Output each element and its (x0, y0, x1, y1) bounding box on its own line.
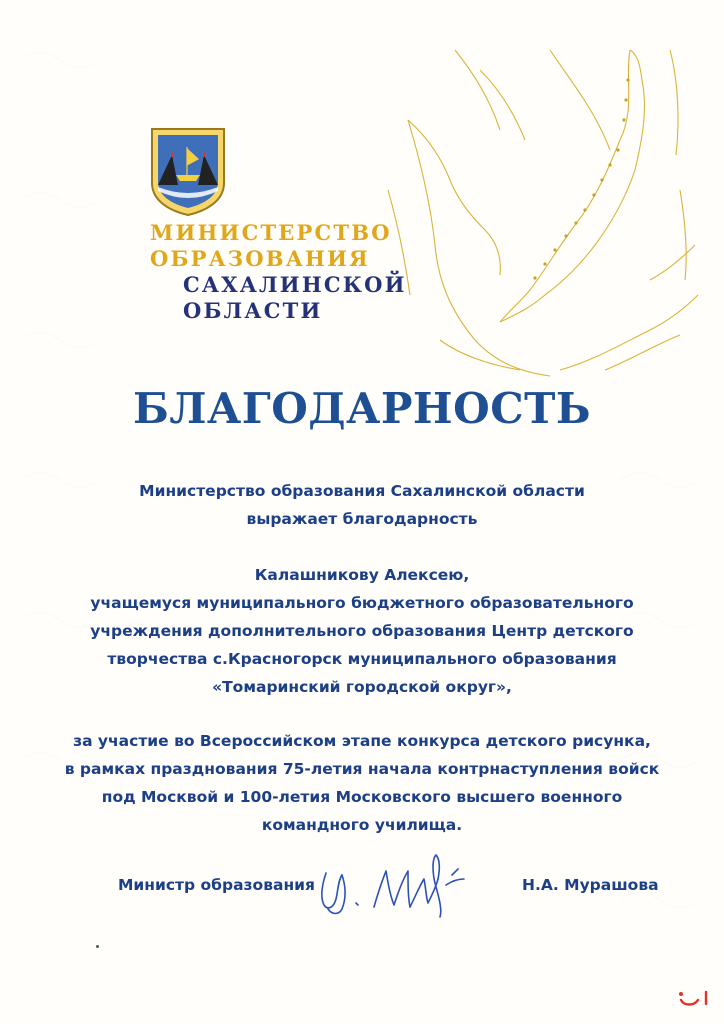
handwritten-signature (312, 845, 487, 920)
recipient-line-5: «Томаринский городской округ», (212, 678, 512, 696)
certificate-title: БЛАГОДАРНОСТЬ (132, 384, 592, 433)
reason-line-3: под Москвой и 100-летия Московского высшего военного (101, 788, 623, 806)
reason-line-2: в рамках празднования 75-летия начала контрнаступления войск (64, 760, 660, 778)
intro-line-1: Министерство образования Сахалинской области (139, 482, 585, 500)
sakhalin-coat-of-arms-icon (148, 125, 228, 217)
ministry-title-line3: САХАЛИНСКОЙ (183, 272, 407, 297)
intro-line-2: выражает благодарность (246, 510, 478, 528)
signatory-name: Н.А. Мурашова (522, 876, 659, 894)
recipient-line-3: учреждения дополнительного образования Центр детского (90, 622, 634, 640)
corner-smile-icon (676, 988, 712, 1010)
ministry-title-line1: МИНИСТЕРСТВО (150, 220, 392, 245)
sakhalin-map-illustration (380, 40, 700, 380)
reason-line-4: командного училища. (261, 816, 463, 834)
ministry-title-line4: ОБЛАСТИ (183, 298, 323, 323)
reason-line-1: за участие во Всероссийском этапе конкурса детского рисунка, (73, 732, 651, 750)
signatory-role: Министр образования (118, 876, 315, 894)
recipient-name: Калашникову Алексею, (254, 566, 470, 584)
scan-dot (96, 945, 99, 948)
recipient-line-4: творчества с.Красногорск муниципального образования (107, 650, 617, 668)
recipient-line-2: учащемуся муниципального бюджетного образовательного (90, 594, 634, 612)
ministry-title-line2: ОБРАЗОВАНИЯ (150, 246, 370, 271)
